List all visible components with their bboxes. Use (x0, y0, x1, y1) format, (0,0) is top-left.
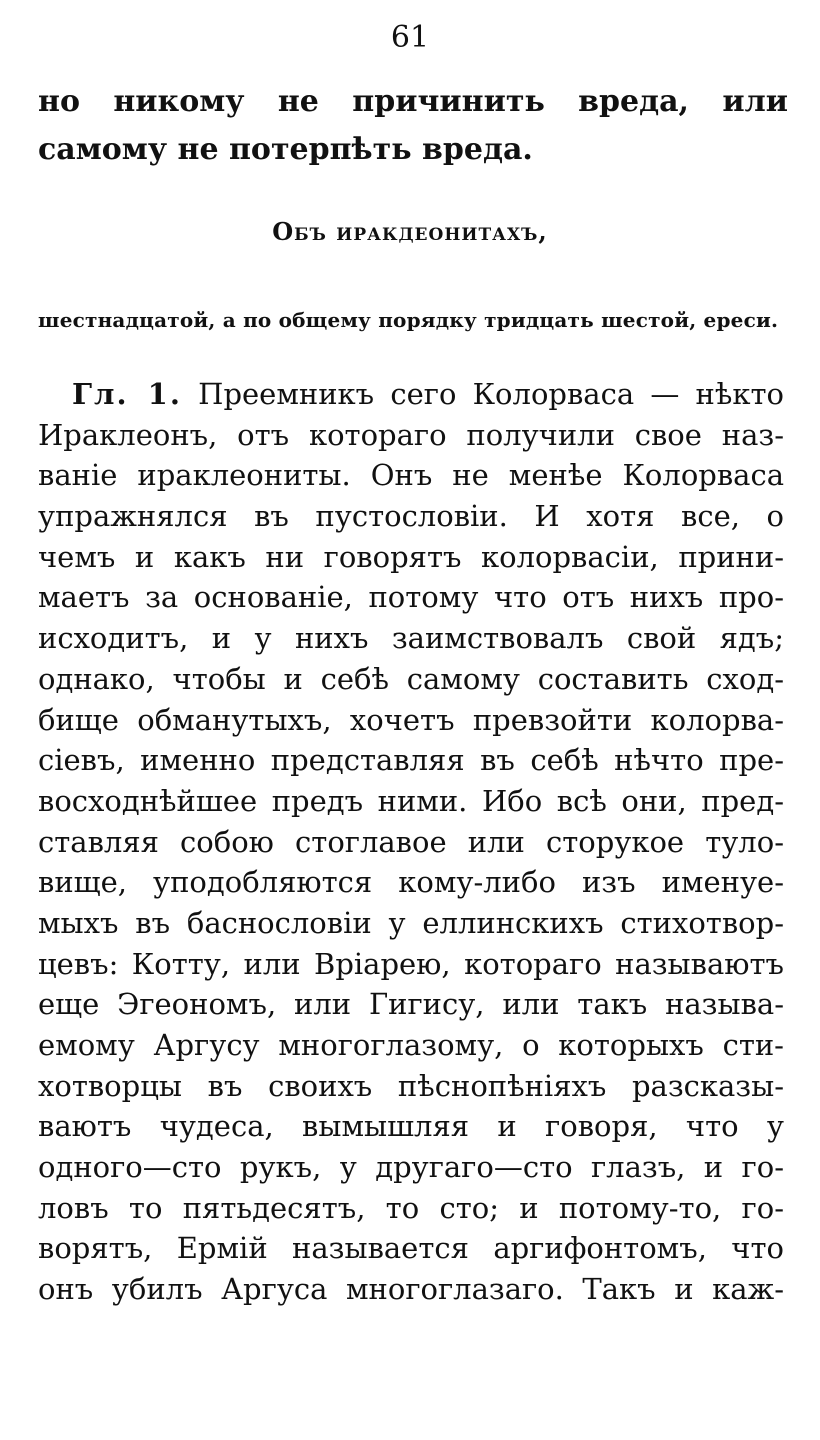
body-line: маетъ за основаніе, потому что отъ нихъ про- (38, 580, 784, 615)
body-line: хотворцы въ своихъ пѣснопѣніяхъ разсказы- (38, 1068, 784, 1103)
body-line: ставляя собою стоглавое или сторукое туло- (38, 824, 784, 859)
body-line: емому Аргусу многоглазому, о которыхъ сти- (38, 1028, 784, 1062)
body-line: цевъ: Котту, или Вріарею, котораго называютъ (38, 946, 784, 981)
body-line: чемъ и какъ ни говорятъ колорвасіи, прини- (38, 539, 784, 574)
body-line: упражнялся въ пустословіи. И хотя все, о (38, 499, 784, 534)
body-line: онъ убилъ Аргуса многоглазаго. Такъ и каж- (38, 1272, 784, 1307)
body-line: ваніе ираклеониты. Онъ не менѣе Колорваса (38, 458, 784, 493)
chapter-label: Гл. 1. (72, 377, 182, 411)
body-line: исходитъ, и у нихъ заимствовалъ свой ядъ; (38, 621, 784, 656)
body-line: ловъ то пятьдесятъ, то сто; и потому-то, го- (38, 1190, 784, 1225)
body-line: однако, чтобы и себѣ самому составить сход- (38, 661, 784, 696)
section-subtitle: шестнадцатой, а по общему порядку тридцать шестой, ереси. (38, 308, 779, 332)
body-line: Ираклеонъ, отъ котораго получили свое наз- (38, 417, 784, 452)
page-number: 61 (390, 20, 430, 55)
body-line: вище, уподобляются кому-либо изъ именуе- (38, 865, 784, 900)
body-line: сіевъ, именно представляя въ себѣ нѣчто пре- (38, 743, 784, 778)
body-line: одного—сто рукъ, у другаго—сто глазъ, и го- (38, 1150, 784, 1185)
body-line: ворятъ, Ермій называется аргифонтомъ, что (38, 1231, 784, 1266)
section-title: Объ иракдеонитахъ, (272, 217, 548, 246)
body-line: восходнѣйшее предъ ними. Ибо всѣ они, пред- (38, 783, 784, 818)
lead-paragraph: но никому не причинить вреда, или самому не потерпѣть вреда. (38, 84, 788, 167)
body-line (38, 374, 784, 415)
body-line: бище обманутыхъ, хочетъ превзойти колорва- (38, 702, 784, 737)
chapter-body (38, 374, 784, 1310)
body-line: мыхъ въ баснословіи у еллинскихъ стихотвор- (38, 905, 784, 940)
body-line: еще Эгеономъ, или Гигису, или такъ называ- (38, 987, 784, 1022)
body-line: ваютъ чудеса, вымышляя и говоря, что у (38, 1109, 784, 1144)
body-line-text: Преемникъ сего Колорваса — нѣкто (198, 377, 784, 411)
